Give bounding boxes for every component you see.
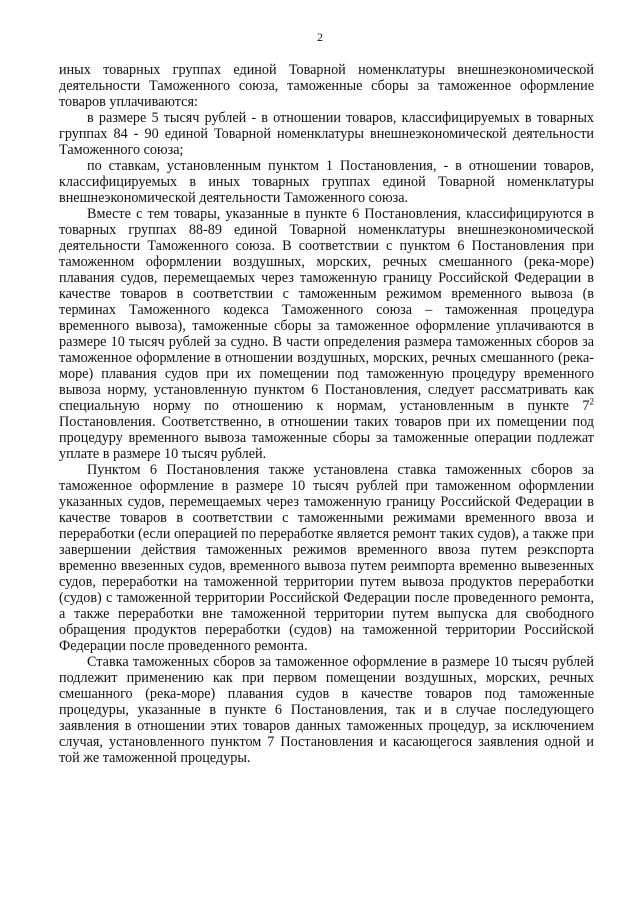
page-number: 2 bbox=[317, 30, 323, 44]
paragraph-item-rates: по ставкам, установленным пунктом 1 Постановления, - в отношении товаров, классифицируемых в иных товарных группах единой Товарной номенклатуры внешнеэкономической деятельности Таможенного союза. bbox=[59, 158, 594, 206]
superscript-note: 2 bbox=[589, 396, 594, 407]
paragraph-vessels-text-b: Постановления. Соответственно, в отношении таких товаров при их помещении под процедуру временного вывоза таможенные сборы за таможенные операции подлежат уплате в размере 10 тысяч рублей. bbox=[59, 414, 594, 462]
paragraph-item-5k: в размере 5 тысяч рублей - в отношении товаров, классифицируемых в товарных группах 84 - 90 единой Товарной номенклатуры внешнеэкономической деятельности Таможенного союза; bbox=[59, 110, 594, 158]
paragraph-vessels-text-a: Вместе с тем товары, указанные в пункте 6 Постановления, классифицируются в товарных группах 88-89 единой Товарной номенклатуры внешнеэкономической деятельности Таможенного союза. В соответствии с пунктом 6 Постановления при таможенном оформлении воздушных, морских, речных смешанного (река-море) плавания судов, перемещаемых через таможенную границу Российской Федерации в качестве товаров в соответствии с таможенным режимом временного вывоза (в терминах Таможенного кодекса Таможенного союза – таможенная процедура временного вывоза), таможенные сборы за таможенное оформление уплачиваются в размере 10 тысяч рублей за судно. В части определения размера таможенных сборов за таможенное оформление в отношении воздушных, морских, речных смешанного (река-море) плавания судов при их помещении под таможенную процедуру временного вывоза норму, установленную пунктом 6 Постановления, следует рассматривать как специальную норму по отношению к нормам, установленным в пункте 7 bbox=[59, 206, 594, 414]
paragraph-rate-application: Ставка таможенных сборов за таможенное оформление в размере 10 тысяч рублей подлежит применению как при первом помещении воздушных, морских, речных смешанного (река-море) плавания судов в качестве товаров под таможенные процедуры, указанные в пункте 6 Постановления, так и в случае последующего заявления в отношении этих товаров данных таможенных процедур, за исключением случая, установленного пунктом 7 Постановления и касающегося заявления одной и той же таможенной процедуры. bbox=[59, 654, 594, 766]
paragraph-intro: иных товарных группах единой Товарной номенклатуры внешнеэкономической деятельности Таможенного союза, таможенные сборы за таможенное оформление товаров уплачиваются: bbox=[59, 62, 594, 110]
paragraph-punkt6-rate: Пунктом 6 Постановления также установлена ставка таможенных сборов за таможенное оформление в размере 10 тысяч рублей при таможенном оформлении указанных судов, перемещаемых через таможенную границу Российской Федерации в качестве товаров в соответствии с таможенными режимами временного ввоза и переработки (если операцией по переработке является ремонт таких судов), а также при завершении действия таможенных режимов временного ввоза путем реэкспорта временно ввезенных судов, временного вывоза путем реимпорта временно вывезенных судов, переработки на таможенной территории путем вывоза продуктов переработки (судов) с таможенной территории Российской Федерации после проведенного ремонта, а также переработки вне таможенной территории путем выпуска для свободного обращения продуктов переработки (судов) на таможенной территории Российской Федерации после проведенного ремонта. bbox=[59, 462, 594, 654]
paragraph-vessels bbox=[59, 206, 594, 462]
document-body bbox=[59, 62, 594, 766]
